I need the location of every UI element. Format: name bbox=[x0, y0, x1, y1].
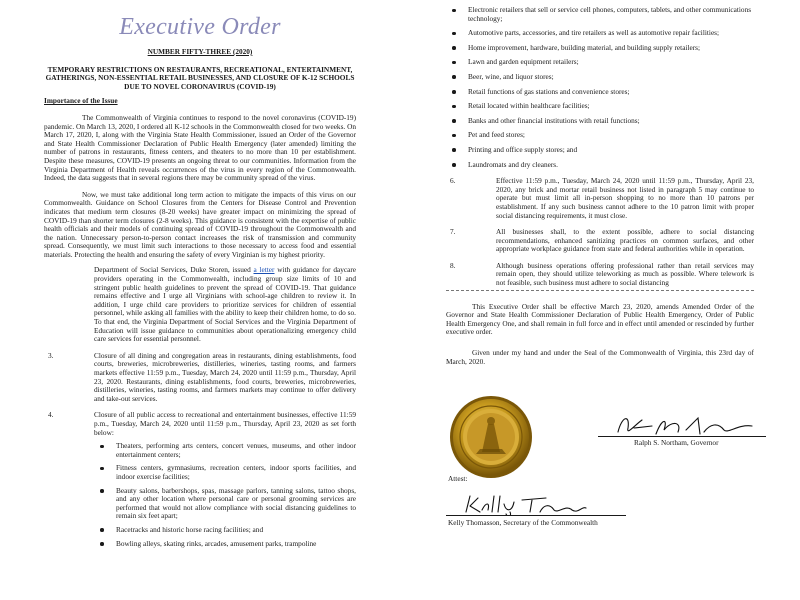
bullet-item: Bowling alleys, skating rinks, arcades, amusement parks, trampoline bbox=[94, 540, 356, 549]
daycare-text-after: with guidance for daycare providers operating in the Commonwealth, including group size limits of 10 and stringent public health guidelines to prevent the spread of COVID-19. That guidance remains effective and I urge all Virginians with school-age children to review it. In addition, I urge child care providers to prioritize services for children of essential personnel, while asking all families with the ability to keep their children home, to do so. To that end, the Virginia Department of Social Services and the Virginia Department of Education will issue guidance to communities about operationalizing emergency child care services for essential personnel. bbox=[94, 265, 356, 344]
numbered-list-left bbox=[44, 352, 356, 548]
bullet-item: Laundromats and dry cleaners. bbox=[446, 161, 754, 170]
bullet-item: Racetracks and historic horse racing facilities; and bbox=[94, 526, 356, 535]
order-number: NUMBER FIFTY-THREE (2020) bbox=[147, 47, 253, 56]
list-item-7 bbox=[446, 228, 754, 254]
item-number: 3. bbox=[48, 350, 54, 360]
secretary-signature bbox=[460, 492, 590, 516]
bullet-item: Lawn and garden equipment retailers; bbox=[446, 58, 754, 67]
attest-label: Attest: bbox=[448, 474, 468, 483]
left-column bbox=[44, 0, 356, 548]
list-item-4 bbox=[44, 411, 356, 548]
item-number: 4. bbox=[48, 410, 54, 420]
bullet-item: Retail functions of gas stations and convenience stores; bbox=[446, 88, 754, 97]
item-text: All businesses shall, to the extent possible, adhere to social distancing recommendations, enhanced sanitizing practices on common surfaces, and other appropriate workplace guidance from state and federal authorities while in operation. bbox=[496, 227, 754, 254]
importance-heading: Importance of the Issue bbox=[44, 96, 118, 106]
item-text: Effective 11:59 p.m., Tuesday, March 24, 2020 until 11:59 p.m., Thursday, April 23, 2020, any brick and mortar retail business not listed in paragraph 5 may continue to operate but must limit all in-person shopping to no more than 10 patrons per establishment. If any such business cannot adhere to the 10 patron limit with proper social distancing requirements, it must close. bbox=[496, 176, 754, 220]
bullet-item: Electronic retailers that sell or service cell phones, computers, tablets, and other communications technology; bbox=[446, 6, 754, 23]
secretary-signature-line bbox=[446, 515, 626, 516]
bullet-item: Beer, wine, and liquor stores; bbox=[446, 73, 754, 82]
daycare-text-before: Department of Social Services, Duke Storen, issued bbox=[94, 265, 254, 275]
list-item-3 bbox=[44, 352, 356, 404]
recreation-bullet-list bbox=[94, 442, 356, 548]
paragraph-1: The Commonwealth of Virginia continues to respond to the novel coronavirus (COVID-19) pandemic. On March 13, 2020, I ordered all K-12 schools in the Commonwealth closed for two weeks. On March 17, 2020, I, along with the Virginia State Health Commissioner, issued an Order of the Governor and State Health Commissioner Declaration of Public Health Emergency (later amended) limiting the number of patrons in restaurants, fitness centers, and theaters to no more than 10 per establishment. Despite these measures, COVID-19 presents an ongoing threat to our communities. Information from the Virginia Department of Health reveals occurrences of the virus in every region of the Commonwealth. Indeed, the data suggests that in several regions there may be community spread of the virus. bbox=[44, 112, 356, 183]
numbered-list-right bbox=[446, 177, 754, 291]
effective-paragraph: This Executive Order shall be effective March 23, 2020, amends Amended Order of the Governor and State Health Commissioner Declaration of Public Health Emergency, Order of Public Health Emergency One, and shall remain in full force and in effect until amended or rescinded by further executive order. bbox=[446, 301, 754, 337]
list-item-6 bbox=[446, 177, 754, 220]
order-heading: TEMPORARY RESTRICTIONS ON RESTAURANTS, RECREATIONAL, ENTERTAINMENT, GATHERINGS, NON-ESSENTIAL RETAIL BUSINESSES, AND CLOSURE OF K-12 SCHOOLS DUE TO NOVEL CORONAVIRUS (COVID-19) bbox=[45, 64, 355, 91]
bullet-item: Theaters, performing arts centers, concert venues, museums, and other indoor entertainment centers; bbox=[94, 442, 356, 459]
paragraph-2: Now, we must take additional long term action to mitigate the impacts of this virus on our Commonwealth. Guidance on School Closures from the Centers for Disease Control and Prevention indicates that medium term closures (8-20 weeks) have greater impact on minimizing the spread of COVID-19 than shorter term closures (2-8 weeks). This guidance is consistent with the expertise of public health officials and their models of continuing spread of COVID-19 throughout the Commonwealth and the nation. Unnecessary person-to-person contact increases the risk of transmission and community spread. Consequently, we must limit such interactions to those necessary to access food and essential materials. Protecting the health and ensuring the safety of every Virginian is my highest priority. bbox=[44, 189, 356, 259]
commonwealth-seal-icon bbox=[448, 394, 534, 480]
daycare-paragraph bbox=[44, 266, 356, 343]
item-number: 7. bbox=[450, 227, 456, 237]
item-number: 8. bbox=[450, 260, 456, 270]
letter-link[interactable]: a letter bbox=[253, 265, 275, 275]
given-paragraph: Given under my hand and under the Seal of the Commonwealth of Virginia, this 23rd day of March, 2020. bbox=[446, 348, 754, 366]
retail-bullet-section bbox=[446, 6, 754, 169]
bullet-item: Retail located within healthcare facilities; bbox=[446, 102, 754, 111]
bullet-item: Banks and other financial institutions with retail functions; bbox=[446, 117, 754, 126]
right-column bbox=[446, 0, 754, 366]
bullet-item: Pet and feed stores; bbox=[446, 131, 754, 140]
item-text: Closure of all dining and congregation areas in restaurants, dining establishments, food courts, breweries, microbreweries, distilleries, wineries, tasting rooms, and farmers markets effective 11:59 p.m., Tuesday, March 24, 2020 until 11:59 p.m., Thursday, April 23, 2020. Restaurants, dining establishments, food courts, breweries, microbreweries, distilleries, wineries, tasting rooms, and farmers markets may continue to offer delivery and take-out services. bbox=[94, 350, 356, 403]
retail-bullet-list bbox=[446, 6, 754, 169]
item-text: Closure of all public access to recreational and entertainment businesses, effective 11:59 p.m., Tuesday, March 24, 2020 until 11:59 p.m., Thursday, April 23, 2020 as set forth below: bbox=[94, 410, 356, 437]
bullet-item: Printing and office supply stores; and bbox=[446, 146, 754, 155]
item-text: Although business operations offering professional rather than retail services may remain open, they should utilize teleworking as much as possible. Where telework is not feasible, such business must adhere to social distancing bbox=[496, 260, 754, 288]
bullet-item: Home improvement, hardware, building material, and building supply retailers; bbox=[446, 44, 754, 53]
governor-name: Ralph S. Northam, Governor bbox=[634, 438, 719, 447]
secretary-name: Kelly Thomasson, Secretary of the Commonwealth bbox=[448, 518, 598, 527]
item-number: 6. bbox=[450, 176, 456, 186]
list-item-8 bbox=[446, 262, 754, 291]
bullet-item: Automotive parts, accessories, and tire retailers as well as automotive repair facilities; bbox=[446, 29, 754, 38]
bullet-item: Fitness centers, gymnasiums, recreation centers, indoor sports facilities, and indoor exercise facilities; bbox=[94, 464, 356, 481]
document-title: Executive Order bbox=[119, 14, 281, 40]
bullet-item: Beauty salons, barbershops, spas, massage parlors, tanning salons, tattoo shops, and any other location where personal care or personal grooming services are performed that would not allow compliance with social distancing guidelines to remain six feet apart; bbox=[94, 487, 356, 521]
governor-signature-line bbox=[598, 436, 766, 437]
